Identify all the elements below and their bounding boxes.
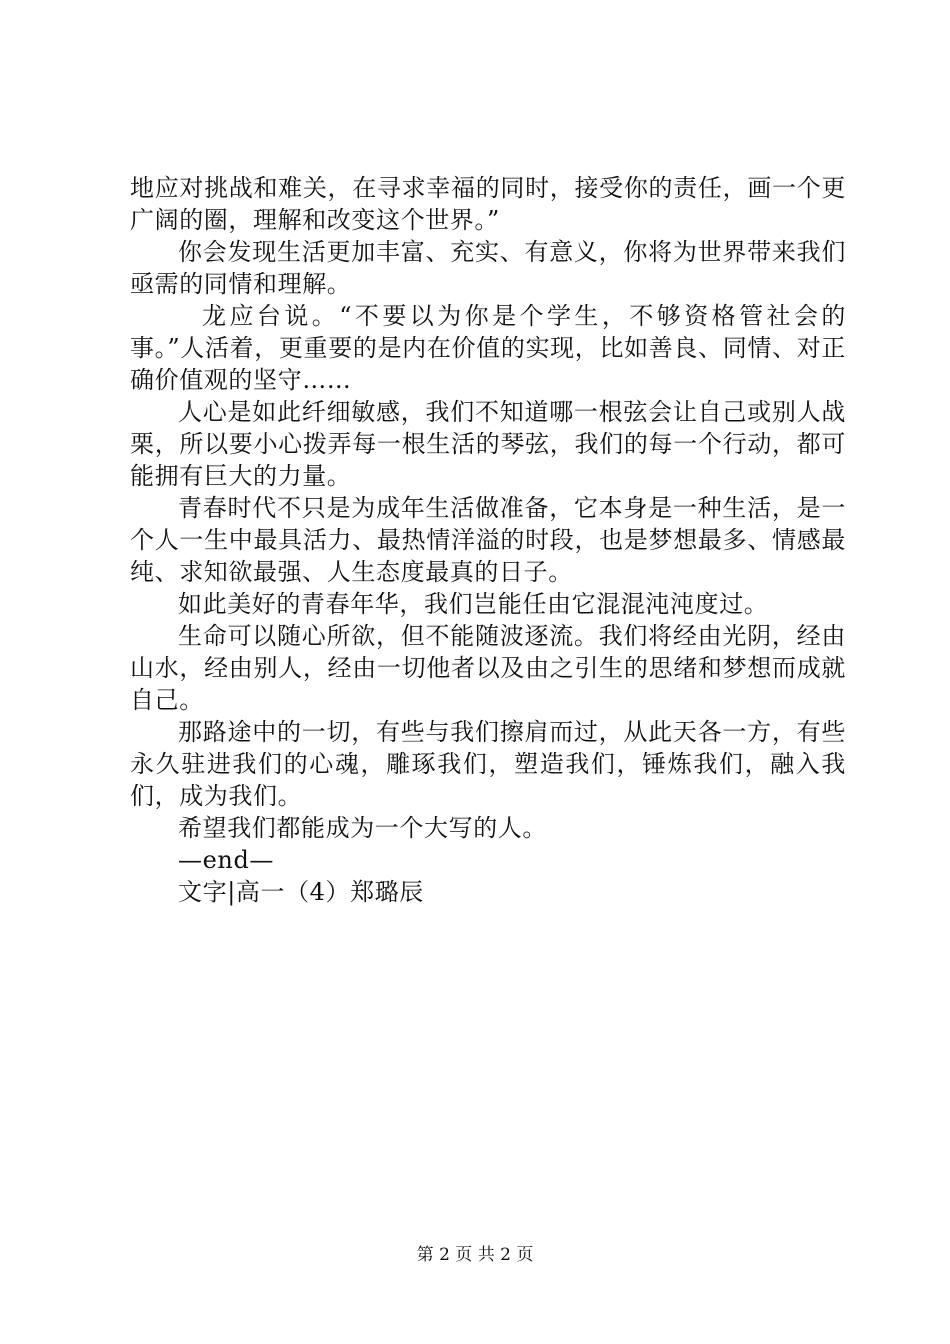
paragraph: 生命可以随心所欲，但不能随波逐流。我们将经由光阴，经由山水，经由别人，经由一切他者以及由之引生的思绪和梦想而成就自己。 <box>130 622 846 714</box>
paragraph: 如此美好的青春年华，我们岂能任由它混混沌沌度过。 <box>178 590 769 618</box>
paragraph-continuation: 地应对挑战和难关，在寻求幸福的同时，接受你的责任，画一个更广阔的圈，理解和改变这个世界。” <box>130 174 846 234</box>
paragraph-closing: 希望我们都能成为一个大写的人。 <box>178 814 547 842</box>
page-number-footer: 第 2 页 共 2 页 <box>416 1245 534 1265</box>
author-credit: 文字|高一（4）郑璐辰 <box>178 878 424 906</box>
paragraph: 你会发现生活更加丰富、充实、有意义，你将为世界带来我们亟需的同情和理解。 <box>130 238 846 298</box>
paragraph: 人心是如此纤细敏感，我们不知道哪一根弦会让自己或别人战栗，所以要小心拨弄每一根生活的琴弦，我们的每一个行动，都可能拥有巨大的力量。 <box>130 398 846 490</box>
paragraph: 那路途中的一切，有些与我们擦肩而过，从此天各一方，有些永久驻进我们的心魂，雕琢我们，塑造我们，锤炼我们，融入我们，成为我们。 <box>130 718 846 810</box>
paragraph: 青春时代不只是为成年生活做准备，它本身是一种生活，是一个人一生中最具活力、最热情洋溢的时段，也是梦想最多、情感最纯、求知欲最强、人生态度最真的日子。 <box>130 494 846 586</box>
end-marker: —end— <box>178 846 275 874</box>
document-body <box>130 172 846 908</box>
paragraph-quote: 龙应台说。“不要以为你是个学生，不够资格管社会的事。”人活着，更重要的是内在价值的实现，比如善良、同情、对正确价值观的坚守…… <box>130 302 846 394</box>
